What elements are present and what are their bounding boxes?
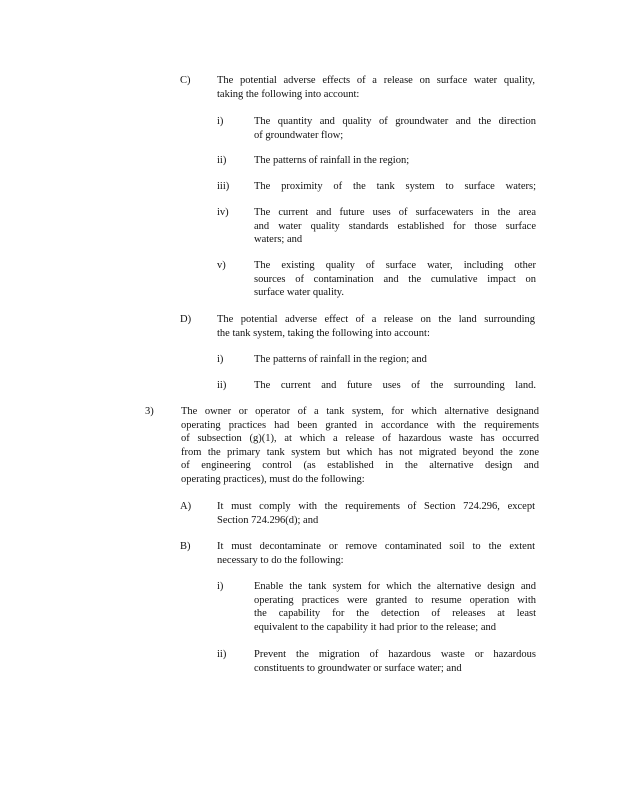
item-text [254, 154, 536, 168]
item-text [254, 648, 536, 675]
text-line: operating practices were granted to resume operation with [254, 594, 536, 606]
text-line: It must decontaminate or remove contaminated soil to the extent [217, 541, 535, 552]
item-label: iii) [217, 181, 230, 192]
text-line: The current and future uses of surfacewaters in the area [254, 207, 536, 218]
text-line: Enable the tank system for which the alternative design and [254, 581, 536, 592]
item-text [254, 580, 536, 634]
item-label: ii) [217, 380, 227, 391]
text-line: The potential adverse effects of a release on surface water quality, [217, 75, 535, 86]
item-text [254, 353, 536, 367]
item-text [254, 259, 536, 300]
item-text [181, 405, 539, 486]
text-line: the tank system, taking the following into account: [217, 327, 430, 339]
item-text [254, 206, 536, 247]
text-line: from the primary tank system but which has not migrated beyond the zone [181, 446, 539, 458]
item-label: C) [180, 75, 191, 86]
item-label: i) [217, 116, 224, 127]
text-line: The owner or operator of a tank system, for which alternative designand [181, 406, 539, 417]
text-line: The proximity of the tank system to surface waters; [254, 181, 536, 192]
text-line: equivalent to the capability it had prior to the release; and [254, 621, 496, 633]
text-line: The patterns of rainfall in the region; and [254, 354, 427, 365]
item-label: D) [180, 314, 192, 325]
item-label: iv) [217, 207, 229, 218]
text-line: of engineering control (as established in the alternative design and [181, 460, 539, 471]
text-line: and water quality standards established for those surface [254, 220, 536, 232]
text-line: of subsection (g)(1), at which a release of hazardous waste has occurred [181, 433, 539, 444]
text-line: operating practices had been granted in accordance with the requirements [181, 419, 539, 431]
text-line: surface water quality. [254, 287, 344, 298]
item-label: A) [180, 501, 192, 512]
item-label: ii) [217, 649, 227, 660]
item-label: i) [217, 581, 224, 592]
item-text [217, 500, 535, 527]
text-line: operating practices), must do the following: [181, 473, 365, 485]
text-line: constituents to groundwater or surface water; and [254, 662, 462, 674]
item-text [254, 180, 536, 194]
item-text [217, 313, 535, 340]
text-line: sources of contamination and the cumulative impact on [254, 273, 536, 285]
item-label: B) [180, 541, 191, 552]
text-line: The potential adverse effect of a release on the land surrounding [217, 314, 535, 325]
text-line: The quantity and quality of groundwater and the direction [254, 116, 536, 127]
text-line: waters; and [254, 234, 303, 245]
text-line: Section 724.296(d); and [217, 514, 319, 526]
text-line: The current and future uses of the surrounding land. [254, 380, 536, 391]
text-line: The patterns of rainfall in the region; [254, 155, 410, 166]
item-text [254, 115, 536, 142]
text-line: necessary to do the following: [217, 554, 344, 566]
item-text [254, 379, 536, 393]
item-label: i) [217, 354, 224, 365]
text-line: taking the following into account: [217, 88, 360, 100]
text-line: It must comply with the requirements of Section 724.296, except [217, 501, 535, 512]
item-text [217, 540, 535, 567]
item-text [217, 74, 535, 101]
text-line: of groundwater flow; [254, 129, 344, 141]
text-line: Prevent the migration of hazardous waste or hazardous [254, 649, 536, 660]
item-label: v) [217, 260, 226, 271]
text-line: The existing quality of surface water, including other [254, 260, 536, 271]
text-line: the capability for the detection of releases at least [254, 608, 536, 619]
item-label: 3) [145, 406, 154, 417]
item-label: ii) [217, 155, 227, 166]
